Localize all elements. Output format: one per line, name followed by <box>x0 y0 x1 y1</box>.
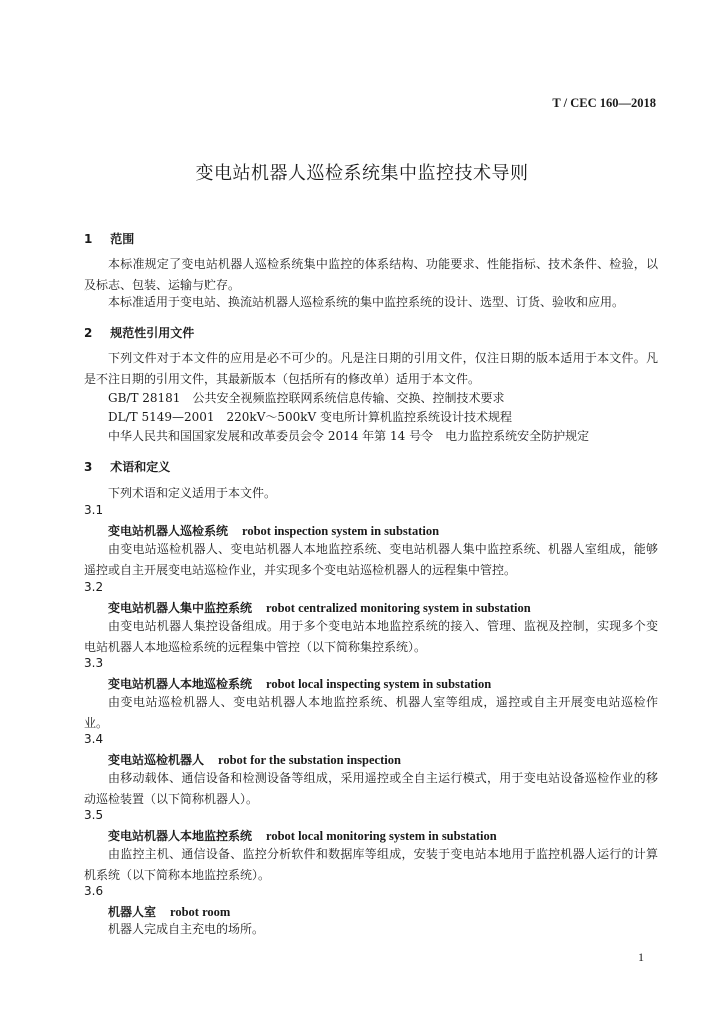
term-definition: 由变电站巡检机器人、变电站机器人本地监控系统、变电站机器人集中监控系统、机器人室组成，能够遥控或自主开展变电站巡检作业，并实现多个变电站巡检机器人的远程集中管控。 <box>84 542 658 577</box>
section-3-heading <box>84 458 170 475</box>
section-number: 1 <box>84 232 93 246</box>
term-heading <box>108 827 497 844</box>
term-number: 3.1 <box>84 503 104 517</box>
term-number: 3.4 <box>84 732 104 746</box>
term-en: robot local monitoring system in substation <box>266 829 497 843</box>
term-heading <box>108 751 401 768</box>
term-zh: 机器人室 <box>108 905 157 919</box>
reference-item: 中华人民共和国国家发展和改革委员会令 2014 年第 14 号令 电力监控系统安全防护规定 <box>108 429 590 443</box>
paragraph: 下列文件对于本文件的应用是必不可少的。凡是注日期的引用文件，仅注日期的版本适用于本文件。凡是不注日期的引用文件，其最新版本（包括所有的修改单）适用于本文件。 <box>84 351 658 386</box>
term-definition: 由移动载体、通信设备和检测设备等组成，采用遥控或全自主运行模式，用于变电站设备巡检作业的移动巡检装置（以下简称机器人）。 <box>84 771 658 806</box>
term-en: robot inspection system in substation <box>242 524 440 538</box>
term-number: 3.2 <box>84 580 104 594</box>
term-definition: 由变电站机器人集控设备组成。用于多个变电站本地监控系统的接入、管理、监视及控制，实现多个变电站机器人本地巡检系统的远程集中管控（以下简称集控系统）。 <box>84 619 658 654</box>
term-zh: 变电站机器人集中监控系统 <box>108 601 253 615</box>
document-title: 变电站机器人巡检系统集中监控技术导则 <box>195 163 529 184</box>
paragraph: 下列术语和定义适用于本文件。 <box>108 486 277 500</box>
term-zh: 变电站机器人巡检系统 <box>108 524 229 538</box>
term-zh: 变电站机器人本地巡检系统 <box>108 677 253 691</box>
term-definition: 由监控主机、通信设备、监控分析软件和数据库等组成，安装于变电站本地用于监控机器人运行的计算机系统（以下简称本地监控系统）。 <box>84 847 658 882</box>
term-definition: 机器人完成自主充电的场所。 <box>108 922 265 936</box>
term-heading <box>108 599 531 616</box>
section-1-heading <box>84 230 134 247</box>
term-definition: 由变电站巡检机器人、变电站机器人本地监控系统、机器人室等组成，遥控或自主开展变电站巡检作业。 <box>84 695 658 730</box>
reference-item: GB/T 28181 公共安全视频监控联网系统信息传输、交换、控制技术要求 <box>108 391 505 405</box>
term-zh: 变电站巡检机器人 <box>108 753 205 767</box>
paragraph: 本标准规定了变电站机器人巡检系统集中监控的体系结构、功能要求、性能指标、技术条件、检验，以及标志、包装、运输与贮存。 <box>84 257 658 292</box>
term-en: robot centralized monitoring system in substation <box>266 601 531 615</box>
term-en: robot room <box>170 905 231 919</box>
term-number: 3.5 <box>84 808 104 822</box>
term-en: robot local inspecting system in substation <box>266 677 492 691</box>
reference-item: DL/T 5149—2001 220kV～500kV 变电所计算机监控系统设计技术规程 <box>108 410 513 424</box>
paragraph: 本标准适用于变电站、换流站机器人巡检系统的集中监控系统的设计、选型、订货、验收和应用。 <box>108 295 625 309</box>
term-heading <box>108 522 439 539</box>
section-number: 2 <box>84 326 93 340</box>
section-title: 范围 <box>110 232 135 246</box>
term-heading <box>108 675 491 692</box>
term-zh: 变电站机器人本地监控系统 <box>108 829 253 843</box>
page-number: 1 <box>638 950 644 964</box>
term-number: 3.6 <box>84 884 104 898</box>
section-2-heading <box>84 324 194 341</box>
term-number: 3.3 <box>84 656 104 670</box>
standard-code: T / CEC 160—2018 <box>552 96 656 110</box>
section-number: 3 <box>84 460 93 474</box>
term-en: robot for the substation inspection <box>218 753 401 767</box>
section-title: 规范性引用文件 <box>110 326 195 340</box>
section-title: 术语和定义 <box>110 460 171 474</box>
term-heading <box>108 903 230 920</box>
